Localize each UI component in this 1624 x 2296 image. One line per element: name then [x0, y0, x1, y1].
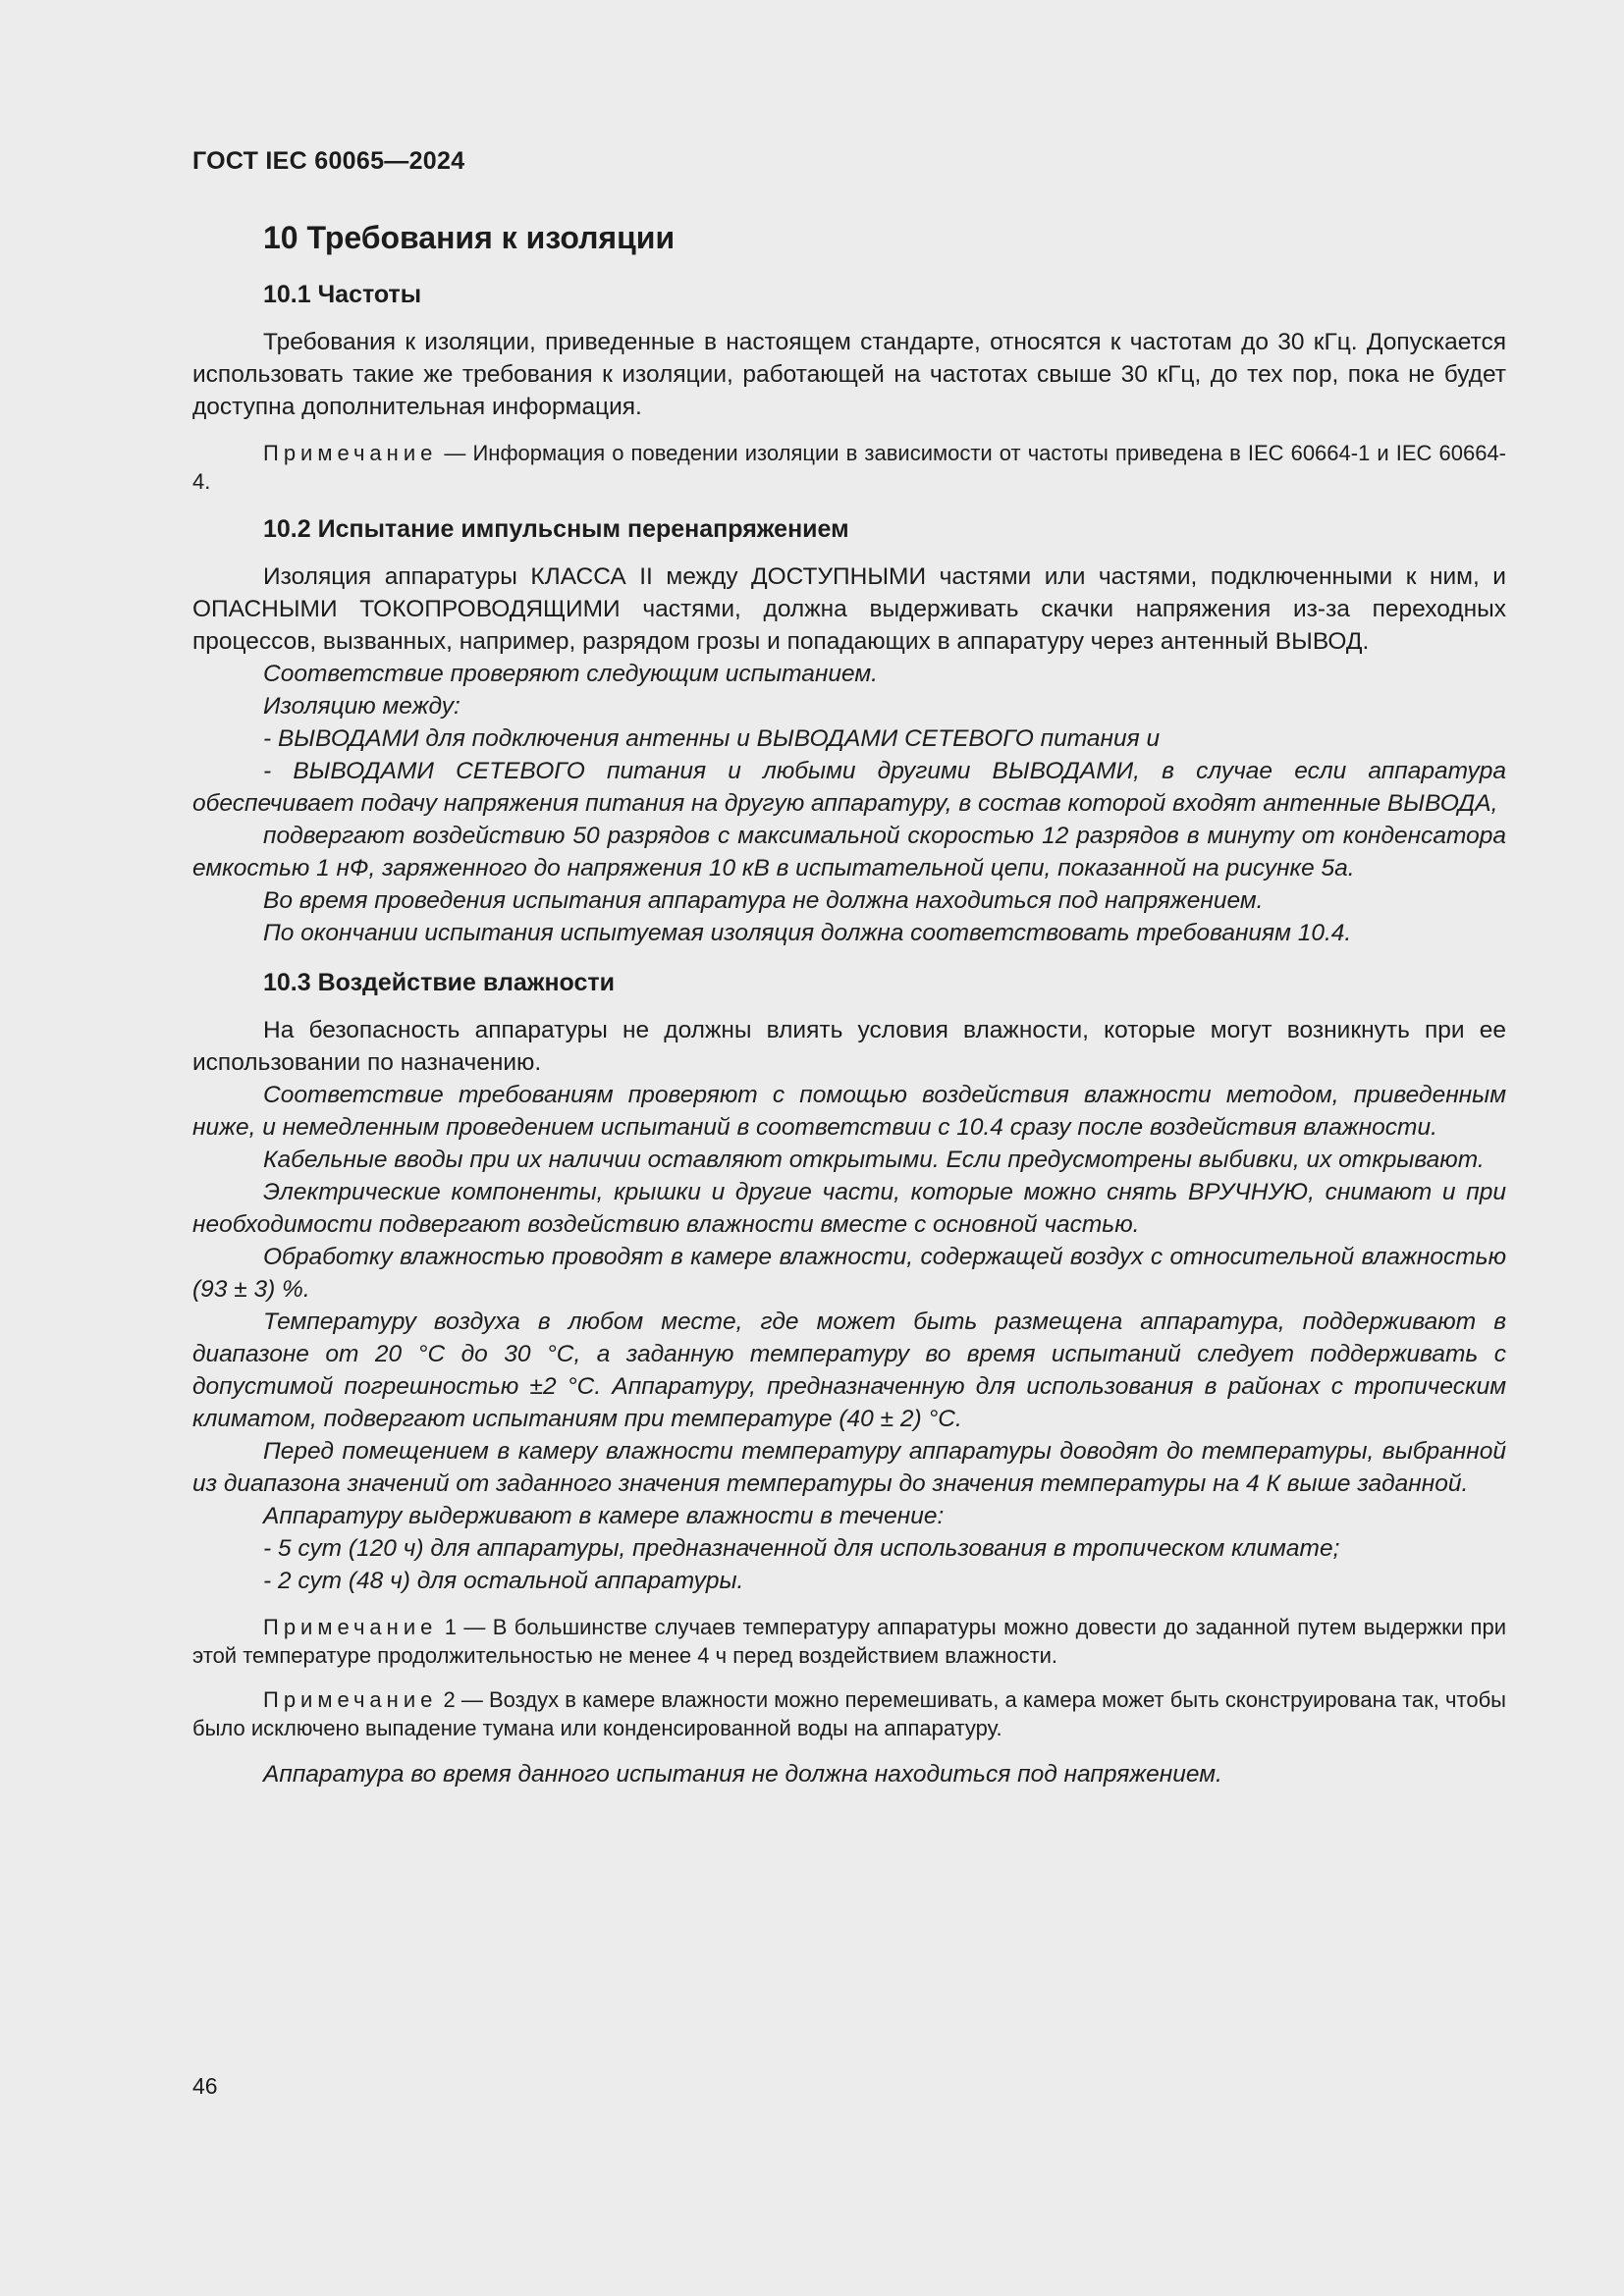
section-10-2-paragraph: Изоляцию между: [263, 693, 460, 720]
section-10-3-paragraph: Перед помещением в камеру влажности температуру аппаратуры доводят до температуры, выбранной из диапазона значений от заданного значения температуры до значения температуры на 4 К выше заданной. [192, 1438, 1506, 1497]
section-10-3-list-item: - 2 сут (48 ч) для остальной аппаратуры. [263, 1568, 744, 1594]
document-header: ГОСТ IEC 60065—2024 [192, 147, 465, 175]
section-10-1-paragraph: Требования к изоляции, приведенные в настоящем стандарте, относятся к частотам до 30 кГц. Допускается использовать такие же требования к изоляции, работающей на частотах свыше 30 кГц, до тех пор, пока не будет доступна дополнительная информация. [192, 329, 1506, 420]
section-10-1-note [192, 439, 1506, 496]
section-10-2-list-item: - ВЫВОДАМИ для подключения антенны и ВЫВОДАМИ СЕТЕВОГО питания и [263, 725, 1161, 752]
section-10-2-paragraph: Соответствие проверяют следующим испытанием. [263, 661, 878, 687]
section-10-2-list-item: - ВЫВОДАМИ СЕТЕВОГО питания и любыми другими ВЫВОДАМИ, в случае если аппаратура обеспечивает подачу напряжения питания на другую аппаратуру, в состав которой входят антенные ВЫВОДА, [192, 758, 1506, 817]
section-10-3-note-1 [192, 1613, 1506, 1670]
section-10-title: 10 Требования к изоляции [263, 220, 676, 255]
section-10-3-paragraph: Обработку влажностью проводят в камере влажности, содержащей воздух с относительной влажностью (93 ± 3) %. [192, 1244, 1506, 1303]
note-text: 1 — В большинстве случаев температуру аппаратуры можно довести до заданной путем выдержки при этой температуре продолжительностью не менее 4 ч перед воздействием влажности. [192, 1615, 1506, 1668]
section-10-2-paragraph: Изоляция аппаратуры КЛАССА II между ДОСТУПНЫМИ частями или частями, подключенными к ним, и ОПАСНЫМИ ТОКОПРОВОДЯЩИМИ частями, должна выдерживать скачки напряжения из-за переходных процессов, вызванных, например, разрядом грозы и попадающих в аппаратуру через антенный ВЫВОД. [192, 563, 1506, 655]
section-10-3-note-2 [192, 1685, 1506, 1742]
section-10-3-paragraph: На безопасность аппаратуры не должны влиять условия влажности, которые могут возникнуть при ее использовании по назначению. [192, 1017, 1506, 1076]
note-text: — Информация о поведении изоляции в зависимости от частоты приведена в IEC 60664-1 и IEC 60664-4. [192, 441, 1506, 494]
note-text: 2 — Воздух в камере влажности можно перемешивать, а камера может быть сконструирована так, чтобы было исключено выпадение тумана или конденсированной воды на аппаратуру. [192, 1687, 1506, 1740]
section-10-3-paragraph: Соответствие требованиям проверяют с помощью воздействия влажности методом, приведенным ниже, и немедленным проведением испытаний в соответствии с 10.4 сразу после воздействия влажности. [192, 1082, 1506, 1141]
section-10-3-list-item: - 5 сут (120 ч) для аппаратуры, предназначенной для использования в тропическом климате; [263, 1535, 1340, 1562]
page-number: 46 [192, 2073, 218, 2099]
note-label: Примечание [263, 1615, 438, 1639]
note-label: Примечание [263, 441, 438, 465]
section-10-3-final-paragraph: Аппаратура во время данного испытания не должна находиться под напряжением. [263, 1761, 1222, 1788]
document-body [192, 218, 1506, 1790]
section-10-3-paragraph: Кабельные вводы при их наличии оставляют открытыми. Если предусмотрены выбивки, их открывают. [263, 1147, 1485, 1173]
section-10-3-paragraph: Аппаратуру выдерживают в камере влажности в течение: [263, 1503, 945, 1529]
section-10-2-paragraph: подвергают воздействию 50 разрядов с максимальной скоростью 12 разрядов в минуту от конденсатора емкостью 1 нФ, заряженного до напряжения 10 кВ в испытательной цепи, показанной на рисунке 5а. [192, 823, 1506, 881]
note-label: Примечание [263, 1687, 438, 1712]
section-10-3-title: 10.3 Воздействие влажности [263, 969, 616, 996]
section-10-2-paragraph: Во время проведения испытания аппаратура не должна находиться под напряжением. [263, 887, 1264, 914]
document-page [192, 0, 1506, 2296]
section-10-2-title: 10.2 Испытание импульсным перенапряжением [263, 515, 849, 543]
section-10-2-paragraph: По окончании испытания испытуемая изоляция должна соответствовать требованиям 10.4. [263, 920, 1352, 946]
section-10-1-title: 10.1 Частоты [263, 281, 422, 308]
section-10-3-paragraph: Температуру воздуха в любом месте, где может быть размещена аппаратура, поддерживают в диапазоне от 20 °С до 30 °С, а заданную температуру во время испытаний следует поддерживать с допустимой погрешностью ±2 °С. Аппаратуру, предназначенную для использования в районах с тропическим климатом, подвергают испытаниям при температуре (40 ± 2) °С. [192, 1308, 1506, 1432]
section-10-3-paragraph: Электрические компоненты, крышки и другие части, которые можно снять ВРУЧНУЮ, снимают и при необходимости подвергают воздействию влажности вместе с основной частью. [192, 1179, 1506, 1238]
